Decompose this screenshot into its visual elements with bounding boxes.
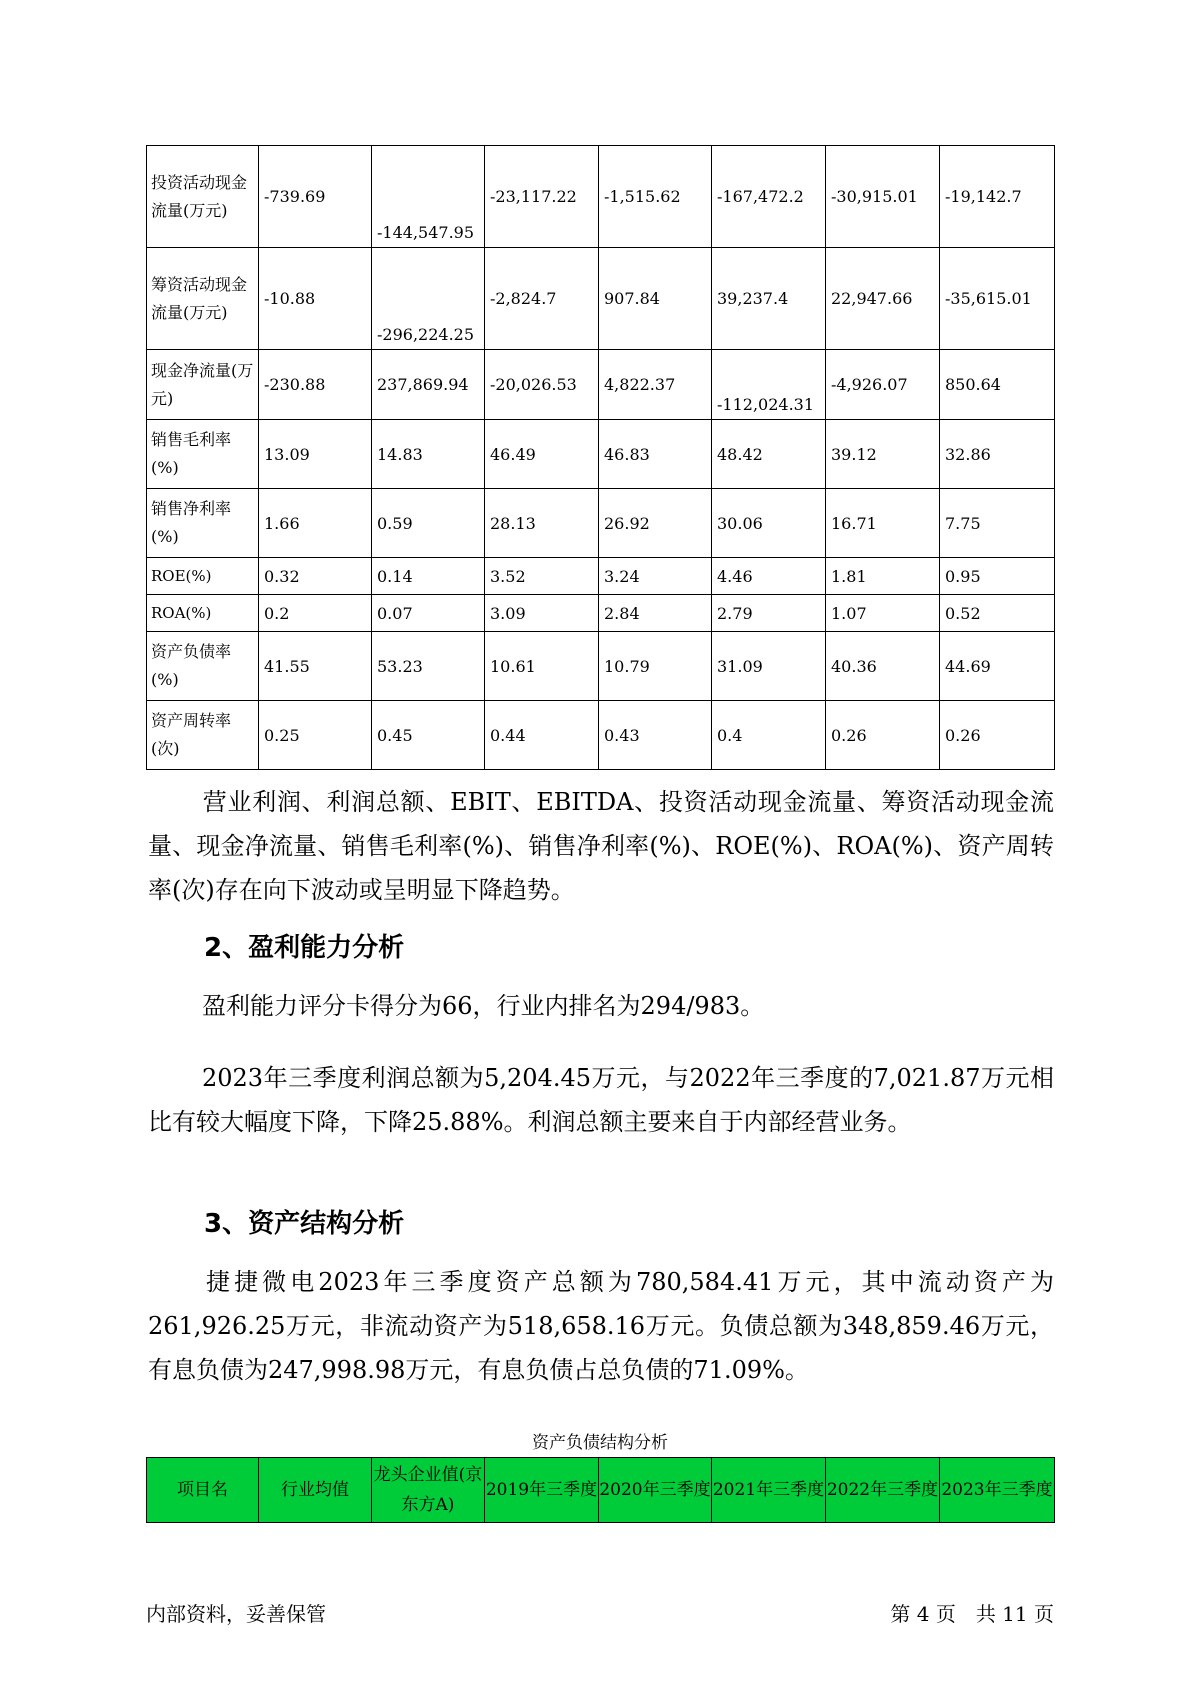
cell: 26.92 — [599, 489, 712, 558]
cell: 0.25 — [259, 701, 372, 770]
cell: 0.45 — [372, 701, 485, 770]
cell: 3.52 — [485, 558, 599, 595]
table-row — [147, 558, 1055, 595]
cell: 10.79 — [599, 632, 712, 701]
cell: 32.86 — [940, 420, 1055, 489]
table-row — [147, 701, 1055, 770]
cell: 1.66 — [259, 489, 372, 558]
cell: -739.69 — [259, 146, 372, 248]
cell: -144,547.95 — [372, 146, 485, 248]
cell: 4.46 — [712, 558, 826, 595]
cell: 0.26 — [826, 701, 940, 770]
row-label: 资产负债率(%) — [147, 632, 259, 701]
balance-structure-table — [146, 1457, 1055, 1523]
cell: 3.09 — [485, 595, 599, 632]
cell: 0.32 — [259, 558, 372, 595]
column-header: 2022年三季度 — [826, 1458, 940, 1523]
column-header: 2020年三季度 — [599, 1458, 712, 1523]
column-header: 2019年三季度 — [485, 1458, 599, 1523]
cell: -20,026.53 — [485, 350, 599, 420]
cell: 0.4 — [712, 701, 826, 770]
table-row — [147, 595, 1055, 632]
row-label: 销售毛利率(%) — [147, 420, 259, 489]
cell: 0.59 — [372, 489, 485, 558]
cell: 41.55 — [259, 632, 372, 701]
row-label: 筹资活动现金流量(万元) — [147, 248, 259, 350]
cell: 907.84 — [599, 248, 712, 350]
column-header: 2023年三季度 — [940, 1458, 1055, 1523]
cell: 1.07 — [826, 595, 940, 632]
cell: 237,869.94 — [372, 350, 485, 420]
footer-page-number: 第 4 页 共 11 页 — [890, 1602, 1054, 1626]
table-row — [147, 248, 1055, 350]
cell: 39,237.4 — [712, 248, 826, 350]
column-header: 2021年三季度 — [712, 1458, 826, 1523]
table-row — [147, 420, 1055, 489]
cell: 0.95 — [940, 558, 1055, 595]
cell: 7.75 — [940, 489, 1055, 558]
cell: 2.79 — [712, 595, 826, 632]
profit-paragraph: 2023年三季度利润总额为5,204.45万元，与2022年三季度的7,021.87万元相比有较大幅度下降，下降25.88%。利润总额主要来自于内部经营业务。 — [148, 1064, 1054, 1136]
cell: 31.09 — [712, 632, 826, 701]
column-header: 行业均值 — [259, 1458, 372, 1523]
cell: 0.14 — [372, 558, 485, 595]
table-row — [147, 350, 1055, 420]
row-label: 资产周转率(次) — [147, 701, 259, 770]
cell: -10.88 — [259, 248, 372, 350]
table-row — [147, 632, 1055, 701]
table-row — [147, 489, 1055, 558]
cell: -2,824.7 — [485, 248, 599, 350]
cell: 53.23 — [372, 632, 485, 701]
cell: -167,472.2 — [712, 146, 826, 248]
column-header: 龙头企业值(京东方A) — [372, 1458, 485, 1523]
cell: 4,822.37 — [599, 350, 712, 420]
column-header: 项目名 — [147, 1458, 259, 1523]
cell: 1.81 — [826, 558, 940, 595]
row-label: 现金净流量(万元) — [147, 350, 259, 420]
cell: 46.83 — [599, 420, 712, 489]
cell: 48.42 — [712, 420, 826, 489]
cell: 44.69 — [940, 632, 1055, 701]
cell: 40.36 — [826, 632, 940, 701]
section-heading-profitability: 2、盈利能力分析 — [204, 933, 405, 963]
row-label: 销售净利率(%) — [147, 489, 259, 558]
cell: 0.52 — [940, 595, 1055, 632]
cell: 13.09 — [259, 420, 372, 489]
cell: 14.83 — [372, 420, 485, 489]
cell: 28.13 — [485, 489, 599, 558]
cell: 850.64 — [940, 350, 1055, 420]
financial-metrics-table — [146, 145, 1055, 770]
footer-confidential-note: 内部资料，妥善保管 — [146, 1602, 326, 1626]
cell: -296,224.25 — [372, 248, 485, 350]
table-header-row — [147, 1458, 1055, 1523]
cell: 39.12 — [826, 420, 940, 489]
cell: 0.26 — [940, 701, 1055, 770]
cell: -23,117.22 — [485, 146, 599, 248]
cell: -230.88 — [259, 350, 372, 420]
row-label: 投资活动现金流量(万元) — [147, 146, 259, 248]
table-row — [147, 146, 1055, 248]
cell: 0.07 — [372, 595, 485, 632]
cell: 0.43 — [599, 701, 712, 770]
cell: 30.06 — [712, 489, 826, 558]
table-caption: 资产负债结构分析 — [532, 1433, 668, 1453]
cell: -112,024.31 — [712, 350, 826, 420]
cell: 10.61 — [485, 632, 599, 701]
cell: 46.49 — [485, 420, 599, 489]
cell: 0.2 — [259, 595, 372, 632]
cell: 16.71 — [826, 489, 940, 558]
asset-paragraph: 捷捷微电2023年三季度资产总额为780,584.41万元，其中流动资产为261,926.25万元，非流动资产为518,658.16万元。负债总额为348,859.46万元，有息负债为247,998.98万元，有息负债占总负债的71.09%。 — [148, 1268, 1054, 1384]
cell: -4,926.07 — [826, 350, 940, 420]
cell: 22,947.66 — [826, 248, 940, 350]
cell: -30,915.01 — [826, 146, 940, 248]
row-label: ROE(%) — [147, 558, 259, 595]
cell: 2.84 — [599, 595, 712, 632]
cell: 0.44 — [485, 701, 599, 770]
cell: -35,615.01 — [940, 248, 1055, 350]
trend-paragraph: 营业利润、利润总额、EBIT、EBITDA、投资活动现金流量、筹资活动现金流量、现金净流量、销售毛利率(%)、销售净利率(%)、ROE(%)、ROA(%)、资产周转率(次)存在向下波动或呈明显下降趋势。 — [148, 788, 1054, 904]
score-paragraph: 盈利能力评分卡得分为66，行业内排名为294/983。 — [202, 992, 765, 1020]
section-heading-asset-structure: 3、资产结构分析 — [204, 1209, 405, 1239]
row-label: ROA(%) — [147, 595, 259, 632]
cell: -1,515.62 — [599, 146, 712, 248]
cell: -19,142.7 — [940, 146, 1055, 248]
cell: 3.24 — [599, 558, 712, 595]
